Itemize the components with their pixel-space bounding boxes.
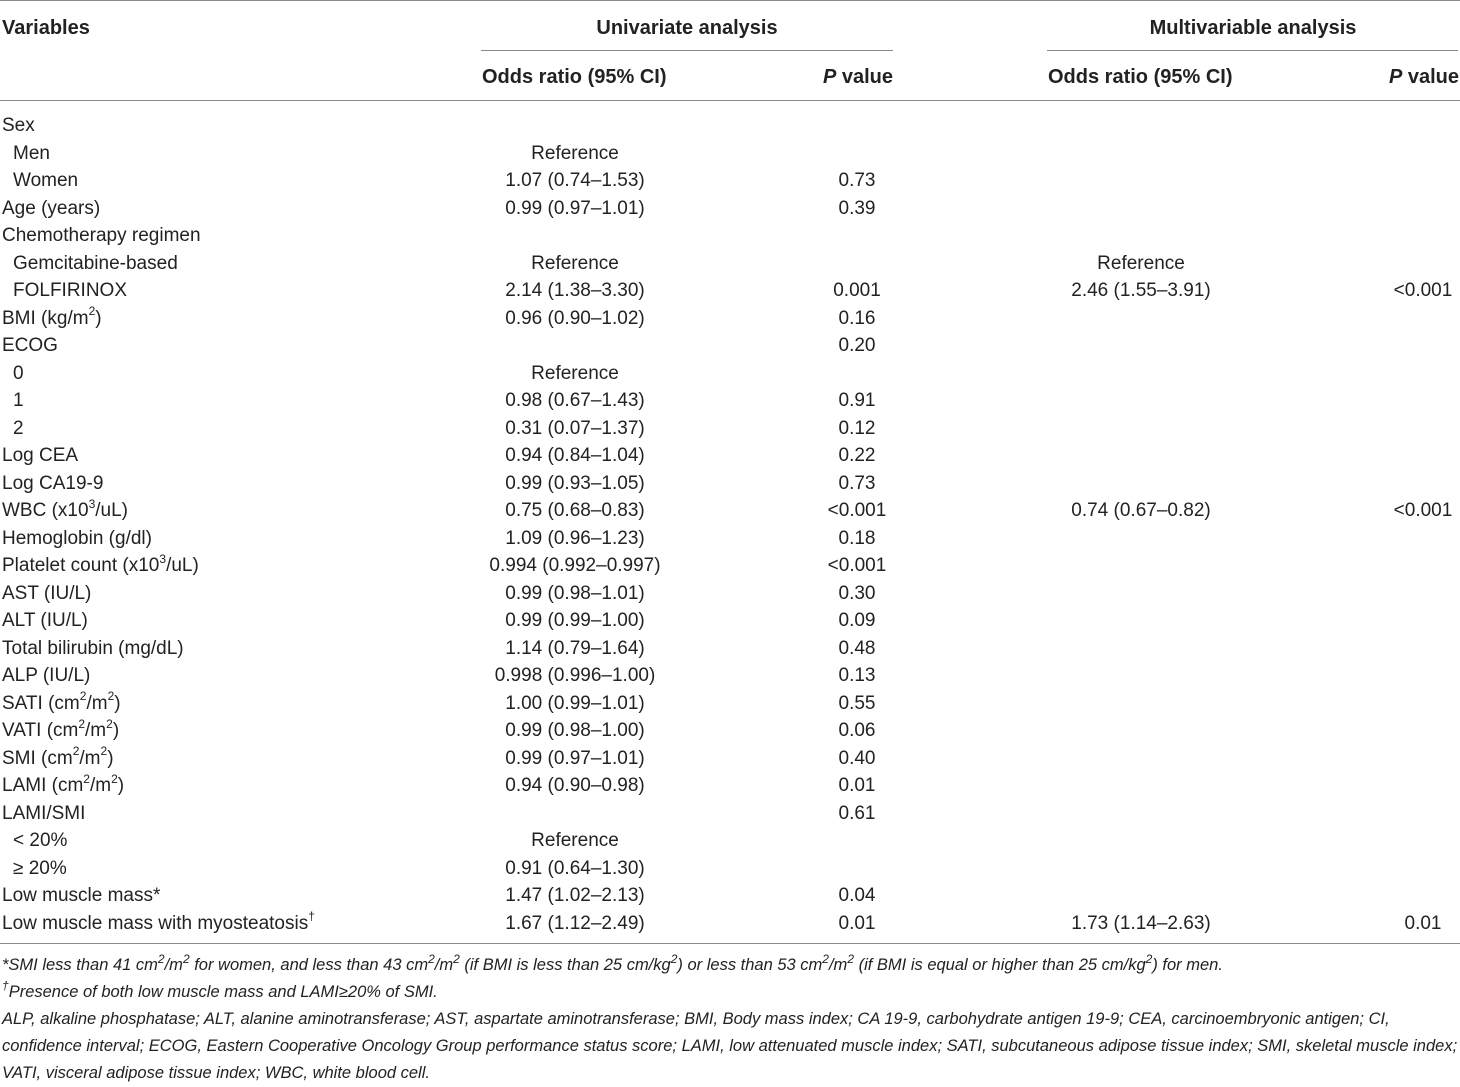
row-label [2, 528, 152, 550]
row-label [13, 390, 24, 412]
row-label-text: 1 [13, 390, 24, 411]
univariate-odds-ratio: 1.07 (0.74–1.53) [505, 170, 645, 191]
row-label [2, 638, 184, 660]
table-top-rule [0, 0, 1460, 1]
univariate-p-value: 0.73 [838, 170, 876, 191]
row-label-superscript: 2 [106, 716, 113, 731]
row-label-text: ALP (IU/L) [2, 665, 91, 686]
univariate-p-value: 0.13 [838, 665, 876, 686]
univariate-p-value: 0.001 [833, 280, 881, 301]
footnote-text: (if BMI is equal or higher than 25 cm/kg [854, 956, 1146, 974]
multivariable-p-value: <0.001 [1393, 280, 1453, 301]
row-label-superscript: 2 [79, 689, 87, 704]
header-mv-or: Odds ratio (95% CI) [1048, 66, 1233, 88]
row-label-tail: ) [95, 307, 102, 329]
row-label [2, 304, 102, 330]
univariate-p-value: <0.001 [827, 500, 887, 521]
row-label-superscript: 2 [78, 716, 86, 731]
row-label-superscript: 2 [100, 744, 108, 759]
row-label [2, 335, 58, 357]
row-label-tail: /uL) [95, 500, 129, 521]
univariate-odds-ratio: 0.91 (0.64–1.30) [505, 857, 645, 879]
univariate-odds-ratio: 0.99 (0.98–1.01) [505, 582, 645, 604]
footnote-text: ) or less than 53 cm [677, 956, 823, 974]
row-label [2, 909, 315, 935]
row-label [13, 363, 24, 385]
row-label-tail: ) [117, 775, 125, 796]
footnote-superscript: 2 [847, 951, 854, 966]
row-label-tail: /uL) [166, 555, 199, 576]
p-italic: P [1388, 66, 1403, 88]
footnote-text: (if BMI is less than 25 cm/kg [459, 956, 671, 974]
footnote-abbreviations: ALP, alkaline phosphatase; ALT, alanine aminotransferase; AST, aspartate aminotransferase; BMI, Body mass index; CA 19-9, carbohydrate antigen 19-9; CEA, carcinoembryonic antigen; CI, confidence interval; ECOG, Eastern Cooperative Oncology Group performance status score; LAMI, low attenuated muscle index; SATI, subcutaneous adipose tissue index; SMI, skeletal muscle index; VATI, visceral adipose tissue index; WBC, white blood cell. [2, 1010, 1458, 1082]
univariate-odds-ratio: Reference [531, 830, 619, 851]
multivariable-p-value: <0.001 [1393, 500, 1453, 521]
footnote-text: for women, and less than 43 cm [189, 956, 429, 974]
row-label-text: BMI (kg/m [2, 307, 89, 329]
row-label [13, 418, 24, 440]
univariate-odds-ratio: 0.99 (0.93–1.05) [505, 472, 645, 494]
row-label-tail: /m [79, 747, 101, 769]
row-label-text: SMI (cm [2, 747, 73, 769]
footnote-superscript: 2 [1145, 951, 1153, 966]
univariate-p-value: 0.01 [838, 912, 876, 934]
p-value-word: value [1402, 66, 1459, 88]
header-univariate: Univariate analysis [596, 17, 778, 39]
footnote-text: /m [828, 956, 848, 974]
univariate-p-value: 0.61 [838, 802, 876, 824]
row-label [2, 445, 78, 467]
univariate-odds-ratio: 0.99 (0.99–1.00) [505, 610, 645, 631]
row-label-text: 2 [13, 417, 24, 439]
row-label-text: Low muscle mass* [2, 885, 161, 906]
row-label-text: Platelet count (x10 [2, 555, 160, 576]
row-label-tail: ) [112, 720, 120, 741]
row-label-superscript: 2 [111, 771, 118, 786]
univariate-odds-ratio: Reference [531, 362, 619, 384]
row-label [2, 744, 114, 770]
p-italic: P [822, 66, 837, 88]
row-label [2, 551, 199, 577]
multivariable-odds-ratio: 0.74 (0.67–0.82) [1071, 500, 1211, 521]
row-label-superscript: 3 [159, 551, 167, 566]
row-label [13, 858, 67, 880]
footnote-text: *SMI less than 41 cm [2, 956, 158, 974]
row-label [2, 115, 35, 137]
row-label-text: ≥ 20% [13, 857, 67, 879]
footnote-myosteatosis [2, 979, 1458, 1006]
row-label-tail: ) [107, 747, 114, 769]
univariate-odds-ratio: 0.99 (0.97–1.01) [505, 197, 645, 219]
row-label [2, 771, 125, 797]
footnote-smi-definition [2, 952, 1458, 979]
row-label-text: ALT (IU/L) [2, 610, 88, 631]
univariate-p-value: 0.73 [838, 472, 876, 494]
univariate-p-value: 0.12 [838, 417, 876, 439]
row-label-text: LAMI (cm [2, 775, 84, 796]
univariate-odds-ratio: 0.31 (0.07–1.37) [505, 417, 645, 439]
row-label-text: Low muscle mass with myosteatosis [2, 912, 309, 934]
row-label-tail: /m [85, 720, 107, 741]
row-label [13, 170, 78, 192]
univariate-odds-ratio: 0.94 (0.84–1.04) [505, 445, 645, 466]
row-label [2, 689, 121, 715]
footnote-superscript: 2 [157, 951, 165, 966]
univariate-odds-ratio: 0.98 (0.67–1.43) [505, 390, 645, 411]
row-label [2, 473, 103, 495]
row-label-superscript: 2 [88, 304, 96, 319]
row-label [2, 225, 201, 247]
univariate-odds-ratio: 0.994 (0.992–0.997) [489, 555, 661, 576]
row-label-text: FOLFIRINOX [13, 280, 128, 301]
row-label-text: Hemoglobin (g/dl) [2, 527, 152, 549]
row-label-tail: /m [86, 692, 108, 714]
row-label [2, 198, 100, 220]
footnote-superscript: 2 [182, 951, 190, 966]
header-multivariable: Multivariable analysis [1149, 17, 1357, 39]
row-label-text: Age (years) [2, 197, 101, 219]
univariate-p-value: 0.20 [838, 335, 876, 356]
row-label-text: Log CA19-9 [2, 472, 104, 494]
header-variables: Variables [2, 17, 90, 39]
univariate-odds-ratio: 1.47 (1.02–2.13) [505, 885, 645, 906]
multivariable-underline [1047, 50, 1458, 51]
univariate-odds-ratio: 1.14 (0.79–1.64) [505, 637, 645, 659]
row-label-superscript: † [308, 909, 315, 924]
row-label-tail: /m [89, 775, 112, 796]
univariate-p-value: 0.22 [838, 445, 876, 466]
multivariable-odds-ratio: 2.46 (1.55–3.91) [1071, 280, 1211, 301]
univariate-p-value: 0.40 [838, 747, 876, 769]
header-mv-p [1389, 65, 1459, 89]
univariate-odds-ratio: 1.67 (1.12–2.49) [505, 912, 645, 934]
univariate-odds-ratio: 1.00 (0.99–1.01) [505, 692, 645, 714]
row-label-text: Chemotherapy regimen [2, 225, 201, 246]
row-label-superscript: 2 [107, 689, 115, 704]
row-label-text: Men [13, 142, 50, 164]
univariate-odds-ratio: 0.94 (0.90–0.98) [505, 775, 645, 796]
univariate-p-value: 0.16 [838, 307, 876, 329]
row-label [2, 716, 120, 742]
row-label [2, 665, 90, 687]
univariate-odds-ratio: 2.14 (1.38–3.30) [505, 280, 645, 301]
univariate-underline [481, 50, 893, 51]
table-bottom-rule [0, 943, 1460, 944]
univariate-odds-ratio: Reference [531, 142, 619, 164]
univariate-p-value: 0.39 [838, 197, 876, 219]
univariate-p-value: 0.55 [838, 692, 876, 714]
univariate-p-value: 0.91 [838, 390, 876, 411]
univariate-odds-ratio: Reference [531, 252, 619, 274]
row-label-text: < 20% [13, 830, 68, 851]
footnote-text: /m [164, 956, 183, 974]
footnote-superscript: 2 [428, 951, 435, 966]
univariate-odds-ratio: 0.99 (0.98–1.00) [505, 720, 645, 741]
row-label [2, 583, 91, 605]
row-label-text: VATI (cm [2, 720, 79, 741]
univariate-p-value: 0.09 [838, 610, 876, 631]
row-label-text: Total bilirubin (mg/dL) [2, 637, 184, 659]
dagger-mark: † [2, 978, 9, 993]
univariate-odds-ratio: 0.998 (0.996–1.00) [494, 665, 656, 686]
p-value-word: value [836, 66, 893, 88]
row-label-text: 0 [13, 362, 24, 384]
row-label-text: WBC (x10 [2, 500, 89, 521]
footnote-superscript: 2 [822, 951, 829, 966]
multivariable-p-value: 0.01 [1404, 912, 1442, 934]
row-label-text: ECOG [2, 335, 58, 356]
univariate-odds-ratio: 1.09 (0.96–1.23) [505, 527, 645, 549]
header-bottom-rule [0, 100, 1460, 101]
univariate-p-value: 0.48 [838, 637, 876, 659]
multivariable-odds-ratio: Reference [1097, 252, 1185, 274]
row-label [13, 143, 50, 165]
footnote-text: /m [434, 956, 454, 974]
row-label-text: LAMI/SMI [2, 802, 86, 824]
row-label-tail: ) [114, 692, 121, 714]
row-label [2, 496, 129, 522]
row-label-superscript: 3 [88, 496, 96, 511]
row-label-superscript: 2 [72, 744, 80, 759]
univariate-odds-ratio: 0.99 (0.97–1.01) [505, 747, 645, 769]
univariate-p-value: 0.06 [838, 720, 876, 741]
footnote-superscript: 2 [453, 951, 460, 966]
row-label-superscript: 2 [83, 771, 90, 786]
row-label-text: Log CEA [2, 445, 79, 466]
footnote-superscript: 2 [670, 951, 678, 966]
row-label [2, 885, 160, 907]
header-uni-or: Odds ratio (95% CI) [482, 66, 667, 88]
row-label-text: Gemcitabine-based [13, 252, 178, 274]
row-label [13, 830, 67, 852]
row-label [2, 610, 88, 632]
header-uni-p [823, 65, 893, 89]
footnote-myosteatosis-text: Presence of both low muscle mass and LAMI≥20% of SMI. [8, 983, 438, 1001]
univariate-odds-ratio: 0.75 (0.68–0.83) [505, 500, 645, 521]
univariate-p-value: 0.01 [838, 775, 876, 796]
row-label-text: Women [13, 170, 79, 191]
univariate-p-value: 0.18 [838, 527, 876, 549]
row-label-text: Sex [2, 115, 35, 136]
footnote-text: ) for men. [1152, 956, 1223, 974]
row-label-text: AST (IU/L) [2, 582, 92, 604]
multivariable-odds-ratio: 1.73 (1.14–2.63) [1071, 912, 1211, 934]
row-label-text: SATI (cm [2, 692, 80, 714]
univariate-p-value: <0.001 [827, 555, 887, 576]
univariate-p-value: 0.04 [838, 885, 876, 906]
row-label [13, 253, 178, 275]
univariate-p-value: 0.30 [838, 582, 876, 604]
univariate-odds-ratio: 0.96 (0.90–1.02) [505, 307, 645, 329]
row-label [13, 280, 127, 302]
row-label [2, 803, 85, 825]
